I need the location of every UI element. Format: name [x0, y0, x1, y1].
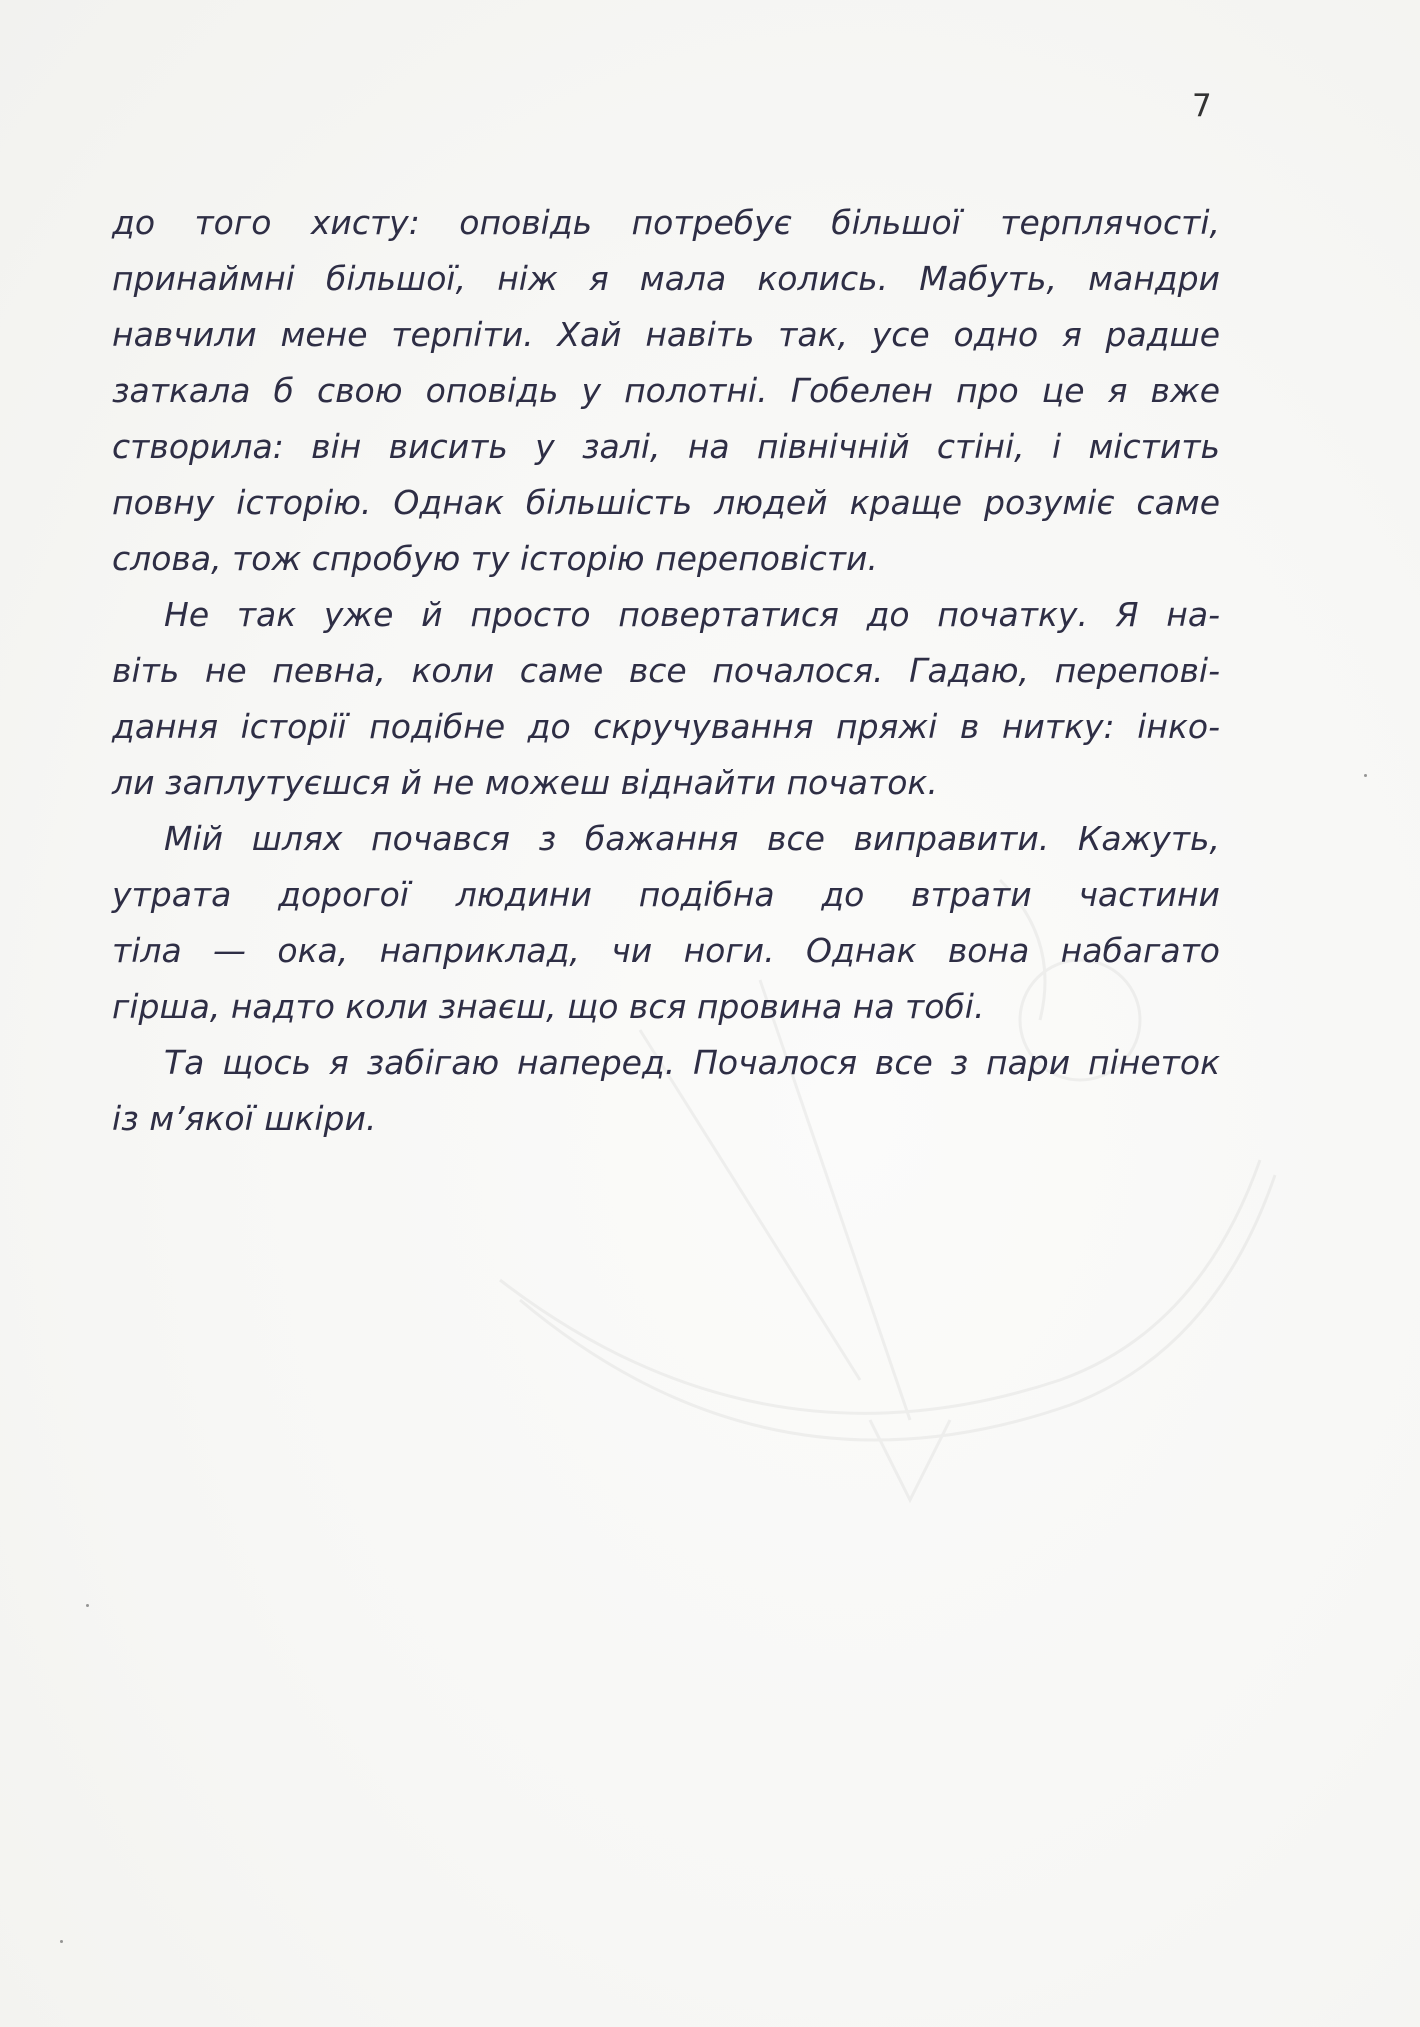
text-line: навчили мене терпіти. Хай навіть так, усе одно я радше	[112, 315, 1220, 354]
text-line: дання історії подібне до скручування пряжі в нитку: інко-	[112, 707, 1220, 746]
text-line: гірша, надто коли знаєш, що вся провина на тобі.	[112, 987, 985, 1026]
text-line: тіла — ока, наприклад, чи ноги. Однак вона набагато	[112, 931, 1220, 970]
paragraph-3	[112, 811, 1220, 1035]
text-line: віть не певна, коли саме все почалося. Гадаю, перепові-	[112, 651, 1220, 690]
text-line: ли заплутуєшся й не можеш віднайти початок.	[112, 763, 938, 802]
text-line: Не так уже й просто повертатися до початку. Я на-	[164, 595, 1220, 634]
text-line: заткала б свою оповідь у полотні. Гобелен про це я вже	[112, 371, 1220, 410]
text-line: утрата дорогої людини подібна до втрати частини	[112, 875, 1220, 914]
text-line: до того хисту: оповідь потребує більшої терплячості,	[112, 203, 1220, 242]
text-line: принаймні більшої, ніж я мала колись. Мабуть, мандри	[112, 259, 1220, 298]
text-line: Та щось я забігаю наперед. Почалося все з пари пінеток	[164, 1043, 1220, 1082]
page-number: 7	[1192, 88, 1212, 124]
paper-speck	[1364, 774, 1367, 777]
paragraph-2	[112, 587, 1220, 811]
text-line: слова, тож спробую ту історію переповісти.	[112, 539, 878, 578]
paper-speck	[86, 1604, 89, 1607]
text-line: створила: він висить у залі, на північній стіні, і містить	[112, 427, 1220, 466]
paragraph-4	[112, 1035, 1220, 1147]
text-line: із м’якої шкіри.	[112, 1099, 377, 1138]
text-line: повну історію. Однак більшість людей краще розуміє саме	[112, 483, 1220, 522]
text-line: Мій шлях почався з бажання все виправити. Кажуть,	[164, 819, 1220, 858]
paper-speck	[60, 1940, 63, 1943]
body-text	[112, 195, 1220, 1147]
paragraph-1	[112, 195, 1220, 587]
